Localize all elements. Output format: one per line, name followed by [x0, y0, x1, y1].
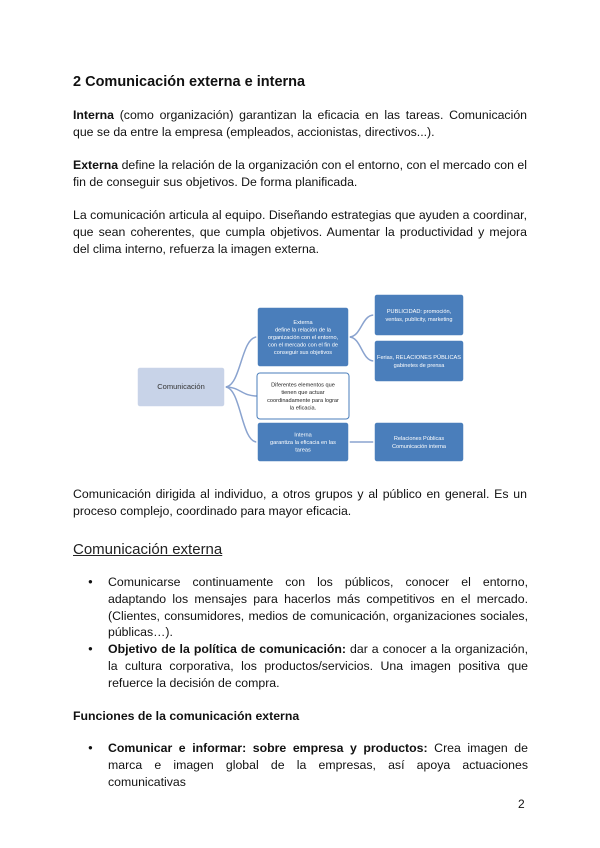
diagram-box-relaciones: [374, 422, 464, 462]
subheading-comunicacion-externa: Comunicación externa: [73, 541, 223, 558]
diagram-box-root: [137, 367, 225, 407]
list-item: [88, 574, 528, 641]
diagram-box-text: conseguir sus objetivos: [273, 350, 333, 357]
diagram-box-text: Interna: [294, 432, 312, 439]
diagram-box-text: coordinadamente para lograr: [267, 397, 339, 404]
diagram-box-text: la eficacia.: [289, 405, 317, 412]
paragraph-dirigida: Comunicación dirigida al individuo, a otros grupos y al público en general. Es un proceso complejo, coordinado para mayor eficacia.: [73, 487, 527, 518]
list-item: [88, 641, 528, 691]
section-heading: 2 Comunicación externa e interna: [73, 74, 306, 90]
diagram-box-text: define la relación de la: [275, 327, 331, 334]
list-item-text: Comunicarse continuamente con los públicos, conocer el entorno, adaptando los mensajes para hacerlos más competitivos en el mercado. (Clientes, consumidores, medios de comunicación, organizaciones sociales, públicas…).: [108, 575, 528, 640]
connector-externa-publicidad: [349, 315, 374, 337]
list-item-bold: Comunicar e informar: sobre empresa y productos:: [108, 741, 428, 755]
paragraph-externa-text: define la relación de la organización con el entorno, con el mercado con el fin de conseguir sus objetivos. De forma planificada.: [73, 158, 527, 189]
bullet-list-externa: [88, 574, 528, 692]
diagram-box-text: tienen que actuar: [281, 390, 325, 397]
diagram-box-ferias: [374, 340, 464, 382]
paragraph-articula: La comunicación articula al equipo. Diseñando estrategias que ayuden a coordinar, que sean coherentes, que cumpla objetivos. Aumentar la productividad y mejora del clima interno, refuerza la imagen externa.: [73, 208, 527, 256]
funciones-heading: Funciones de la comunicación externa: [73, 709, 300, 723]
diagram-box-text: Relaciones Públicas: [393, 436, 445, 443]
term-interna: Interna: [73, 108, 114, 122]
diagram-box-text: con el mercado con el fin de: [268, 342, 338, 349]
diagram-box-diferentes: [257, 373, 349, 419]
list-item-bold: Objetivo de la política de comunicación:: [108, 642, 347, 657]
term-externa: Externa: [73, 158, 119, 172]
connector-root-externa: [225, 337, 257, 387]
diagram-box-text: garantiza la eficacia en las: [270, 440, 336, 446]
list-item-text: dar a conocer a la organización, la cultura corporativa, los productos/servicios. Una imagen positiva que refuerce la decisión de compra.: [108, 642, 528, 690]
connector-externa-ferias: [349, 337, 374, 361]
diagram-box-text: Externa: [293, 319, 313, 326]
diagram-box-text: Ferias, RELACIONES PÚBLICAS: [377, 355, 461, 362]
diagram-box-interna: [257, 422, 349, 462]
list-item: [88, 740, 528, 790]
diagram-box-externa: [257, 307, 349, 367]
diagram-box-text: Comunicación: [157, 382, 205, 391]
list-item-text: Crea imagen de marca e imagen global de la empresas, así apoya actuaciones comunicativas: [108, 741, 528, 789]
diagram-box-text: Comunicación interna: [391, 443, 447, 450]
diagram-box-text: ventas, publicity, marketing: [385, 316, 453, 323]
page-number: 2: [518, 797, 525, 811]
diagram-box-text: gabinetes de prensa: [393, 362, 445, 369]
diagram-box-text: Diferentes elementos que: [271, 382, 335, 389]
diagram-box-publicidad: [374, 294, 464, 336]
diagram-box-text: organización con el entorno,: [267, 335, 339, 341]
bullet-list-funciones: [88, 740, 528, 790]
diagram-box-text: tareas: [295, 447, 311, 454]
diagram-box-text: PUBLICIDAD: promoción,: [386, 309, 452, 316]
diagram-boxes: [137, 294, 464, 462]
paragraph-interna-text: (como organización) garantizan la eficacia en las tareas. Comunicación que se da entre la empresa (empleados, accionistas, directivos...).: [73, 108, 527, 139]
